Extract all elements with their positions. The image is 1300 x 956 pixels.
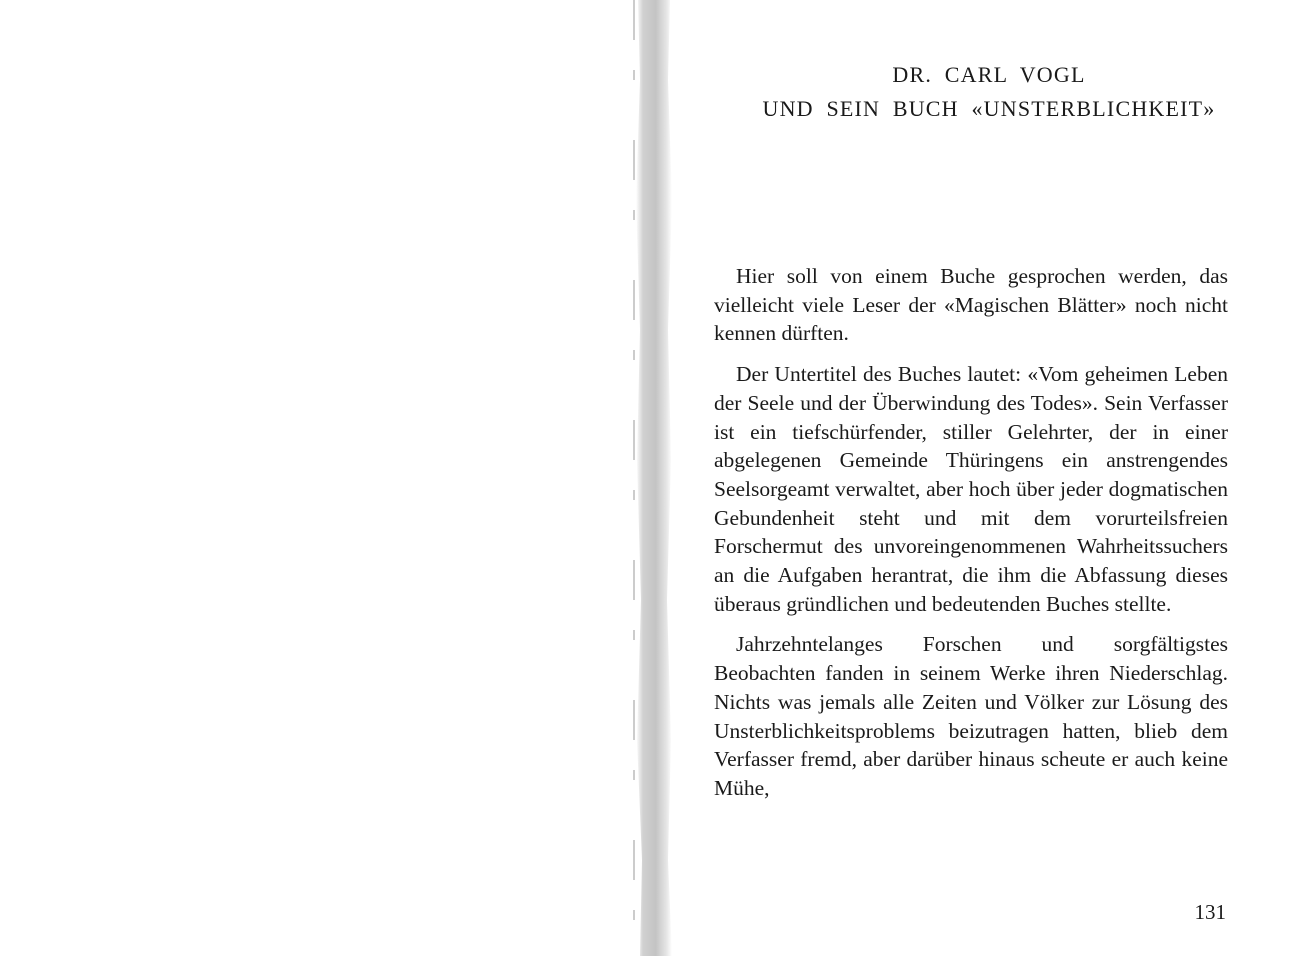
article-subtitle: UND SEIN BUCH «UNSTERBLICHKEIT» [762,96,1216,121]
paragraph-1: Hier soll von einem Buche gesprochen werden, das vielleicht viele Leser der «Magischen Blätter» noch nicht kennen dürften. [714,264,1228,346]
gutter-shadow-graphic [628,0,678,956]
article-body [714,262,1228,815]
page-number: 131 [1194,900,1226,924]
right-page [678,0,1300,956]
article-title: DR. CARL VOGL [892,62,1086,87]
book-gutter-shadow [628,0,678,956]
paragraph-2: Der Untertitel des Buches lautet: «Vom geheimen Leben der Seele und der Überwindung des Todes». Sein Verfasser ist ein tiefschürfender, stiller Gelehrter, der in einer abgelegenen Gemeinde Thüringens ein anstrengendes Seelsorgeamt verwaltet, aber hoch über jeder dogmatischen Gebundenheit steht und mit dem vorurteilsfreien Forschermut des unvoreingenommenen Wahrheitssuchers an die Aufgaben herantrat, die ihm die Abfassung dieses überaus gründlichen und bedeutenden Buches stellte. [714,362,1228,616]
paragraph-3: Jahrzehntelanges Forschen und sorgfältigstes Beobachten fanden in seinem Werke ihren Niederschlag. Nichts was jemals alle Zeiten und Völker zur Lösung des Unsterblichkeitsproblems beizutragen hatten, blieb dem Verfasser fremd, aber darüber hinaus scheute er auch keine Mühe, [714,632,1228,800]
left-page-blank [0,0,630,956]
